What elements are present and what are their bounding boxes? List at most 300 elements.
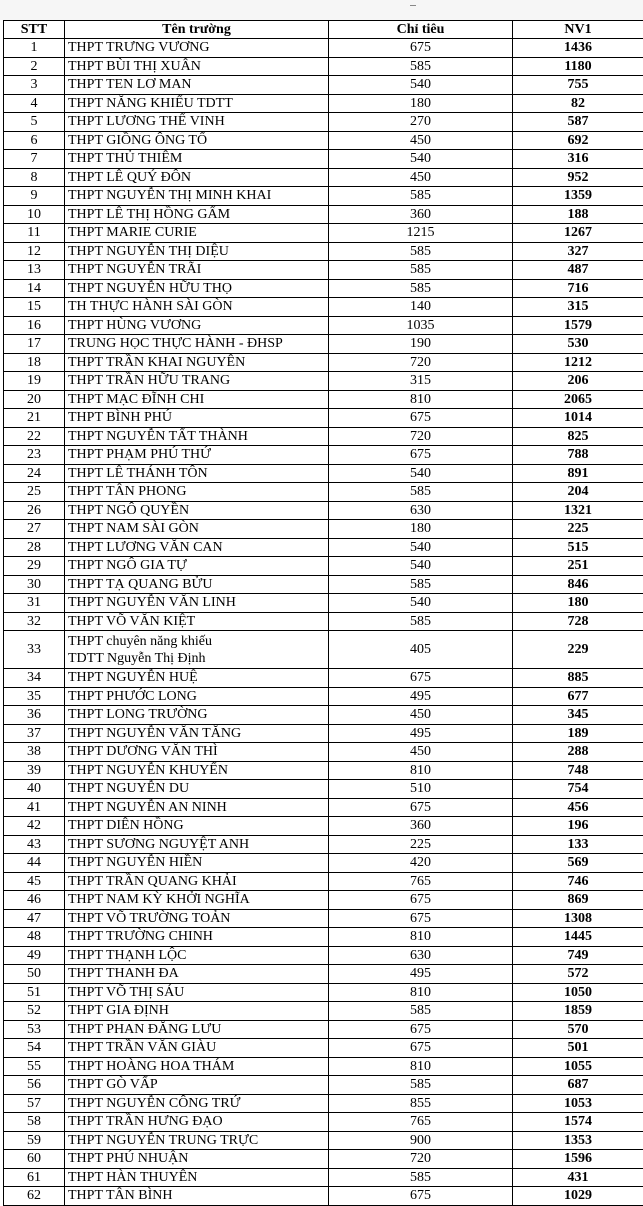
row-chi-tieu: 675 (329, 798, 513, 817)
row-chi-tieu: 765 (329, 872, 513, 891)
row-chi-tieu: 140 (329, 298, 513, 317)
row-name: THPT NAM SÀI GÒN (65, 520, 329, 539)
row-nv1: 206 (513, 372, 643, 391)
table-row (4, 298, 643, 317)
table-row (4, 1150, 643, 1169)
row-chi-tieu: 720 (329, 1150, 513, 1169)
row-name: THPT NGUYỄN HUỆ (65, 669, 329, 688)
row-chi-tieu: 675 (329, 39, 513, 58)
table-row (4, 224, 643, 243)
table-row (4, 464, 643, 483)
row-name: THPT LƯƠNG VĂN CAN (65, 538, 329, 557)
row-nv1: 82 (513, 94, 643, 113)
row-stt: 28 (4, 538, 65, 557)
table-row (4, 538, 643, 557)
row-chi-tieu: 585 (329, 279, 513, 298)
row-nv1: 327 (513, 242, 643, 261)
row-nv1: 225 (513, 520, 643, 539)
row-name: THPT VÕ VĂN KIỆT (65, 612, 329, 631)
table-row (4, 983, 643, 1002)
row-name: THPT TRẦN KHAI NGUYÊN (65, 353, 329, 372)
row-chi-tieu: 585 (329, 242, 513, 261)
row-stt: 54 (4, 1039, 65, 1058)
table-row (4, 743, 643, 762)
row-chi-tieu: 585 (329, 483, 513, 502)
row-nv1: 716 (513, 279, 643, 298)
row-stt: 20 (4, 390, 65, 409)
row-nv1: 692 (513, 131, 643, 150)
row-stt: 39 (4, 761, 65, 780)
row-chi-tieu: 360 (329, 205, 513, 224)
table-row (4, 1168, 643, 1187)
row-nv1: 431 (513, 1168, 643, 1187)
row-nv1: 570 (513, 1020, 643, 1039)
row-name: TH THỰC HÀNH SÀI GÒN (65, 298, 329, 317)
row-stt: 48 (4, 928, 65, 947)
row-nv1: 133 (513, 835, 643, 854)
row-chi-tieu: 270 (329, 113, 513, 132)
row-name: THPT NGUYỄN CÔNG TRỨ (65, 1094, 329, 1113)
row-stt: 30 (4, 575, 65, 594)
row-nv1: 846 (513, 575, 643, 594)
header-stt: STT (4, 21, 65, 39)
row-name: THPT GIA ĐỊNH (65, 1002, 329, 1021)
top-strip (0, 0, 643, 20)
row-stt: 47 (4, 909, 65, 928)
row-name-line1: THPT chuyên năng khiếu (68, 633, 325, 650)
row-nv1: 1212 (513, 353, 643, 372)
table-row (4, 1057, 643, 1076)
row-chi-tieu: 450 (329, 743, 513, 762)
table-row (4, 1094, 643, 1113)
row-nv1: 754 (513, 780, 643, 799)
row-name: THPT NAM KỲ KHỞI NGHĨA (65, 891, 329, 910)
row-stt: 45 (4, 872, 65, 891)
row-name-line2: TDTT Nguyễn Thị Định (68, 650, 325, 667)
row-name: THPT PHAN ĐĂNG LƯU (65, 1020, 329, 1039)
row-chi-tieu: 810 (329, 1057, 513, 1076)
header-row (4, 21, 643, 39)
table-row (4, 594, 643, 613)
table-row (4, 1131, 643, 1150)
table-body (4, 39, 643, 1206)
row-nv1: 728 (513, 612, 643, 631)
row-chi-tieu: 190 (329, 335, 513, 354)
row-chi-tieu: 810 (329, 983, 513, 1002)
row-nv1: 1596 (513, 1150, 643, 1169)
row-name: THPT TRẦN VĂN GIÀU (65, 1039, 329, 1058)
row-nv1: 345 (513, 706, 643, 725)
row-nv1: 748 (513, 761, 643, 780)
row-chi-tieu: 495 (329, 965, 513, 984)
table-row (4, 113, 643, 132)
row-stt: 10 (4, 205, 65, 224)
table-row (4, 372, 643, 391)
table-row (4, 316, 643, 335)
table-row (4, 1076, 643, 1095)
table-row (4, 409, 643, 428)
row-chi-tieu: 585 (329, 1002, 513, 1021)
row-nv1: 1574 (513, 1113, 643, 1132)
row-nv1: 1353 (513, 1131, 643, 1150)
table-row (4, 631, 643, 669)
row-chi-tieu: 585 (329, 575, 513, 594)
row-stt: 5 (4, 113, 65, 132)
row-name: THPT LÊ THỊ HỒNG GẤM (65, 205, 329, 224)
row-chi-tieu: 765 (329, 1113, 513, 1132)
row-name: THPT HOÀNG HOA THÁM (65, 1057, 329, 1076)
row-stt: 19 (4, 372, 65, 391)
row-stt: 27 (4, 520, 65, 539)
row-name: THPT HÙNG VƯƠNG (65, 316, 329, 335)
row-stt: 60 (4, 1150, 65, 1169)
row-nv1: 456 (513, 798, 643, 817)
row-chi-tieu: 630 (329, 946, 513, 965)
row-name: THPT TEN LƠ MAN (65, 76, 329, 95)
row-chi-tieu: 540 (329, 557, 513, 576)
row-nv1: 229 (513, 631, 643, 669)
row-name: THPT NGUYỄN DU (65, 780, 329, 799)
table-row (4, 353, 643, 372)
table-row (4, 669, 643, 688)
row-nv1: 1050 (513, 983, 643, 1002)
row-stt: 38 (4, 743, 65, 762)
table-row (4, 150, 643, 169)
header-nv1: NV1 (513, 21, 643, 39)
admission-table (3, 20, 643, 1206)
row-nv1: 885 (513, 669, 643, 688)
row-name: THPT TRẦN HỮU TRANG (65, 372, 329, 391)
row-nv1: 749 (513, 946, 643, 965)
row-stt: 26 (4, 501, 65, 520)
table-row (4, 946, 643, 965)
table-row (4, 1113, 643, 1132)
row-nv1: 1445 (513, 928, 643, 947)
row-stt: 59 (4, 1131, 65, 1150)
row-stt: 2 (4, 57, 65, 76)
row-chi-tieu: 180 (329, 520, 513, 539)
row-nv1: 1053 (513, 1094, 643, 1113)
table-row (4, 57, 643, 76)
row-nv1: 487 (513, 261, 643, 280)
row-name: THPT SƯƠNG NGUYỆT ANH (65, 835, 329, 854)
row-stt: 41 (4, 798, 65, 817)
row-chi-tieu: 405 (329, 631, 513, 669)
table-row (4, 575, 643, 594)
row-name: THPT NGUYỄN KHUYẾN (65, 761, 329, 780)
table-row (4, 817, 643, 836)
row-nv1: 315 (513, 298, 643, 317)
row-stt: 43 (4, 835, 65, 854)
row-chi-tieu: 855 (329, 1094, 513, 1113)
row-nv1: 869 (513, 891, 643, 910)
row-name: THPT NGUYỄN VĂN LINH (65, 594, 329, 613)
row-stt: 22 (4, 427, 65, 446)
table-row (4, 39, 643, 58)
row-stt: 11 (4, 224, 65, 243)
row-chi-tieu: 675 (329, 409, 513, 428)
row-stt: 6 (4, 131, 65, 150)
row-name: THPT MARIE CURIE (65, 224, 329, 243)
row-name: THPT TẠ QUANG BỬU (65, 575, 329, 594)
row-chi-tieu: 810 (329, 928, 513, 947)
table-row (4, 483, 643, 502)
row-nv1: 1859 (513, 1002, 643, 1021)
row-name: THPT NGÔ QUYỀN (65, 501, 329, 520)
table-row (4, 205, 643, 224)
row-stt: 55 (4, 1057, 65, 1076)
row-name: THPT NGUYỄN TRUNG TRỰC (65, 1131, 329, 1150)
table-row (4, 761, 643, 780)
row-stt: 33 (4, 631, 65, 669)
row-stt: 42 (4, 817, 65, 836)
row-nv1: 587 (513, 113, 643, 132)
row-chi-tieu: 585 (329, 1168, 513, 1187)
row-nv1: 196 (513, 817, 643, 836)
table-row (4, 909, 643, 928)
row-stt: 40 (4, 780, 65, 799)
table-row (4, 1002, 643, 1021)
row-nv1: 569 (513, 854, 643, 873)
table-row (4, 1187, 643, 1206)
row-chi-tieu: 180 (329, 94, 513, 113)
row-nv1: 1436 (513, 39, 643, 58)
row-name: THPT THỦ THIÊM (65, 150, 329, 169)
row-nv1: 825 (513, 427, 643, 446)
row-stt: 1 (4, 39, 65, 58)
table-row (4, 835, 643, 854)
row-stt: 49 (4, 946, 65, 965)
row-chi-tieu: 495 (329, 724, 513, 743)
row-name: THPT THANH ĐA (65, 965, 329, 984)
row-nv1: 1359 (513, 187, 643, 206)
row-name: THPT MẠC ĐĨNH CHI (65, 390, 329, 409)
row-chi-tieu: 585 (329, 57, 513, 76)
table-row (4, 168, 643, 187)
row-name: THPT NGÔ GIA TỰ (65, 557, 329, 576)
row-name: THPT TÂN PHONG (65, 483, 329, 502)
table-row (4, 798, 643, 817)
table-row (4, 94, 643, 113)
row-chi-tieu: 585 (329, 187, 513, 206)
header-name: Tên trường (65, 21, 329, 39)
row-nv1: 677 (513, 687, 643, 706)
row-name: THPT LƯƠNG THẾ VINH (65, 113, 329, 132)
row-name: THPT TRƯNG VƯƠNG (65, 39, 329, 58)
row-name: THPT VÕ TRƯỜNG TOẢN (65, 909, 329, 928)
row-chi-tieu: 540 (329, 594, 513, 613)
row-stt: 56 (4, 1076, 65, 1095)
row-stt: 29 (4, 557, 65, 576)
row-nv1: 180 (513, 594, 643, 613)
table-row (4, 872, 643, 891)
table-row (4, 557, 643, 576)
table-row (4, 965, 643, 984)
row-chi-tieu: 420 (329, 854, 513, 873)
row-stt: 35 (4, 687, 65, 706)
row-nv1: 1029 (513, 1187, 643, 1206)
row-name: THPT VÕ THỊ SÁU (65, 983, 329, 1002)
row-stt: 9 (4, 187, 65, 206)
row-chi-tieu: 810 (329, 761, 513, 780)
row-stt: 31 (4, 594, 65, 613)
row-stt: 7 (4, 150, 65, 169)
row-stt: 25 (4, 483, 65, 502)
table-row (4, 76, 643, 95)
row-chi-tieu: 675 (329, 909, 513, 928)
table-row (4, 279, 643, 298)
table-row (4, 928, 643, 947)
row-stt: 18 (4, 353, 65, 372)
row-chi-tieu: 675 (329, 1020, 513, 1039)
row-name: THPT TRẦN QUANG KHẢI (65, 872, 329, 891)
decorative-mark (410, 0, 416, 6)
row-name: THPT DƯƠNG VĂN THÌ (65, 743, 329, 762)
row-chi-tieu: 720 (329, 353, 513, 372)
row-name: THPT PHẠM PHÚ THỨ (65, 446, 329, 465)
row-nv1: 687 (513, 1076, 643, 1095)
row-chi-tieu: 675 (329, 669, 513, 688)
row-stt: 12 (4, 242, 65, 261)
row-stt: 53 (4, 1020, 65, 1039)
row-chi-tieu: 315 (329, 372, 513, 391)
table-row (4, 706, 643, 725)
row-name: THPT TRƯỜNG CHINH (65, 928, 329, 947)
row-nv1: 1055 (513, 1057, 643, 1076)
row-stt: 34 (4, 669, 65, 688)
row-name: THPT NGUYỄN TRÃI (65, 261, 329, 280)
row-nv1: 2065 (513, 390, 643, 409)
row-stt: 51 (4, 983, 65, 1002)
row-nv1: 501 (513, 1039, 643, 1058)
row-chi-tieu: 675 (329, 1039, 513, 1058)
row-chi-tieu: 495 (329, 687, 513, 706)
row-nv1: 788 (513, 446, 643, 465)
table-row (4, 687, 643, 706)
row-stt: 14 (4, 279, 65, 298)
row-nv1: 746 (513, 872, 643, 891)
row-chi-tieu: 720 (329, 427, 513, 446)
table-row (4, 446, 643, 465)
row-chi-tieu: 630 (329, 501, 513, 520)
row-stt: 13 (4, 261, 65, 280)
row-name: THPT NGUYỄN HỮU THỌ (65, 279, 329, 298)
table-row (4, 261, 643, 280)
row-nv1: 1267 (513, 224, 643, 243)
row-name: THPT LÊ THÁNH TÔN (65, 464, 329, 483)
row-stt: 44 (4, 854, 65, 873)
row-chi-tieu: 585 (329, 261, 513, 280)
table-row (4, 780, 643, 799)
row-nv1: 515 (513, 538, 643, 557)
row-stt: 50 (4, 965, 65, 984)
table-row (4, 1039, 643, 1058)
row-name: THPT TRẦN HƯNG ĐẠO (65, 1113, 329, 1132)
row-name: THPT BÌNH PHÚ (65, 409, 329, 428)
row-chi-tieu: 450 (329, 706, 513, 725)
row-name: THPT PHÚ NHUẬN (65, 1150, 329, 1169)
row-stt: 61 (4, 1168, 65, 1187)
row-nv1: 755 (513, 76, 643, 95)
row-stt: 21 (4, 409, 65, 428)
row-chi-tieu: 450 (329, 131, 513, 150)
row-stt: 58 (4, 1113, 65, 1132)
row-name: THPT NĂNG KHIẾU TDTT (65, 94, 329, 113)
row-nv1: 1579 (513, 316, 643, 335)
row-stt: 37 (4, 724, 65, 743)
row-chi-tieu: 540 (329, 150, 513, 169)
table-row (4, 501, 643, 520)
row-name: THPT NGUYỄN AN NINH (65, 798, 329, 817)
row-nv1: 188 (513, 205, 643, 224)
row-chi-tieu: 540 (329, 538, 513, 557)
row-chi-tieu: 510 (329, 780, 513, 799)
row-chi-tieu: 585 (329, 612, 513, 631)
row-chi-tieu: 900 (329, 1131, 513, 1150)
row-chi-tieu: 1035 (329, 316, 513, 335)
row-nv1: 288 (513, 743, 643, 762)
row-chi-tieu: 360 (329, 817, 513, 836)
row-chi-tieu: 540 (329, 464, 513, 483)
row-chi-tieu: 585 (329, 1076, 513, 1095)
row-name: TRUNG HỌC THỰC HÀNH - ĐHSP (65, 335, 329, 354)
row-nv1: 316 (513, 150, 643, 169)
header-chi-tieu: Chỉ tiêu (329, 21, 513, 39)
row-chi-tieu: 540 (329, 76, 513, 95)
row-stt: 3 (4, 76, 65, 95)
row-name: THPT NGUYỄN HIỀN (65, 854, 329, 873)
row-stt: 16 (4, 316, 65, 335)
row-chi-tieu: 1215 (329, 224, 513, 243)
row-nv1: 204 (513, 483, 643, 502)
table-row (4, 187, 643, 206)
row-stt: 36 (4, 706, 65, 725)
row-chi-tieu: 675 (329, 446, 513, 465)
row-name: THPT NGUYỄN VĂN TĂNG (65, 724, 329, 743)
row-name: THPT THẠNH LỘC (65, 946, 329, 965)
table-row (4, 335, 643, 354)
row-name: THPT BÙI THỊ XUÂN (65, 57, 329, 76)
table-row (4, 854, 643, 873)
row-name: THPT NGUYỄN TẤT THÀNH (65, 427, 329, 446)
row-stt: 24 (4, 464, 65, 483)
row-nv1: 1014 (513, 409, 643, 428)
row-nv1: 1180 (513, 57, 643, 76)
row-nv1: 1308 (513, 909, 643, 928)
row-chi-tieu: 450 (329, 168, 513, 187)
table-row (4, 891, 643, 910)
row-name: THPT LÊ QUÝ ĐÔN (65, 168, 329, 187)
row-name: THPT GIỒNG ÔNG TỐ (65, 131, 329, 150)
row-chi-tieu: 675 (329, 1187, 513, 1206)
row-nv1: 952 (513, 168, 643, 187)
row-stt: 17 (4, 335, 65, 354)
table-row (4, 520, 643, 539)
row-name (65, 631, 329, 669)
row-stt: 52 (4, 1002, 65, 1021)
row-stt: 62 (4, 1187, 65, 1206)
table-row (4, 390, 643, 409)
row-stt: 4 (4, 94, 65, 113)
row-stt: 46 (4, 891, 65, 910)
row-name: THPT NGUYỄN THỊ DIỆU (65, 242, 329, 261)
row-chi-tieu: 810 (329, 390, 513, 409)
table-row (4, 131, 643, 150)
row-chi-tieu: 675 (329, 891, 513, 910)
row-stt: 15 (4, 298, 65, 317)
row-name: THPT TÂN BÌNH (65, 1187, 329, 1206)
table-row (4, 242, 643, 261)
